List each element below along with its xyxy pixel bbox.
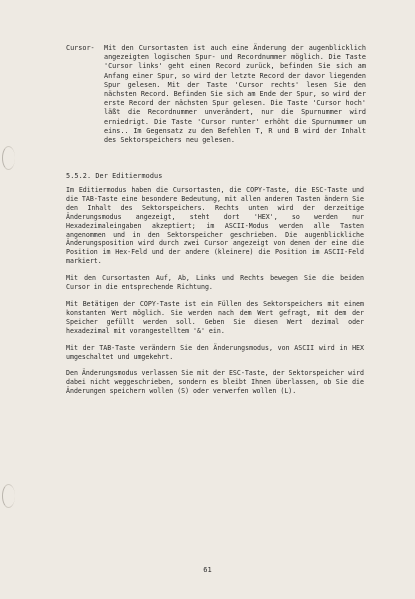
term-label: Cursor- — [66, 44, 95, 52]
section-body — [66, 186, 364, 404]
paragraph-cursor-keys: Mit den Cursortasten Auf, Ab, Links und Rechts bewegen Sie die beiden Cursor in die entsprechende Richtung. — [66, 274, 364, 292]
paragraph-esc-key: Den Änderungsmodus verlassen Sie mit der ESC-Taste, der Sektorspeicher wird dabei nicht weggeschrieben, sondern es bleibt Ihnen überlassen, ob Sie die Änderungen speichern wollen (S) oder verwerfen wollen (L). — [66, 369, 364, 396]
paragraph-tab-key: Mit der TAB-Taste verändern Sie den Änderungsmodus, von ASCII wird in HEX umgeschaltet und umgekehrt. — [66, 343, 364, 361]
punch-hole-top — [2, 146, 15, 170]
page-number: 61 — [203, 566, 212, 574]
paragraph-intro: Im Editiermodus haben die Cursortasten, die COPY-Taste, die ESC-Taste und die TAB-Taste eine besondere Bedeutung, mit allen anderen Tasten ändern Sie den Inhalt des Sektorspeichers. Rechts unten wird der derzeitige Änderungsmodus angezeigt, steht dort 'HEX', so werden nur Hexadezimaleingaben akzeptiert; im ASCII-Modus werden alle Tasten angenommen und in den Sektorspeicher geschrieben. Die augenblickliche Änderungsposition wird durch zwei Cursor angezeigt von denen der eine die Position im Hex-Feld und der andere (kleinere) die Position im ASCII-Feld markiert. — [66, 186, 364, 266]
punch-hole-bottom — [2, 484, 15, 508]
paragraph-copy-key: Mit Betätigen der COPY-Taste ist ein Füllen des Sektorspeichers mit einem konstanten Wert möglich. Sie werden nach dem Wert gefragt, mit dem der Speicher gefüllt werden soll. Geben Sie diesen Wert dezimal oder hexadezimal mit vorangestelltem '&' ein. — [66, 299, 364, 335]
section-heading: 5.5.2. Der Editiermodus — [66, 172, 163, 180]
term-description: Mit den Cursortasten ist auch eine Änderung der augenblicklich angezeigten logischen Spur- und Recordnummer möglich. Die Taste 'Cursor links' geht einen Record zurück, befinden Sie sich am Anfang einer Spur, so wird der letzte Record der davor liegenden Spur gelesen. Mit der Taste 'Cursor rechts' lesen Sie den nächsten Record. Befinden Sie sich am Ende der Spur, so wird der erste Record der nächsten Spur gelesen. Die Taste 'Cursor hoch' läßt die Recordnummer unverändert, nur die Spurnummer wird erniedrigt. Die Taste 'Cursor runter' erhöht die Spurnummer um eins.. Im Gegensatz zu den Befehlen T, R und B wird der Inhalt des Sektorspeichers neu gelesen. — [104, 44, 366, 145]
